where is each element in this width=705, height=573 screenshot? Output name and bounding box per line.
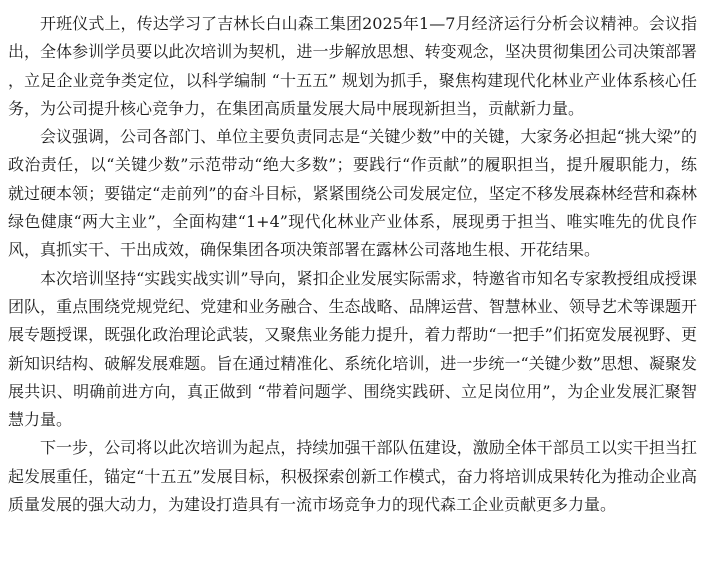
paragraph-training-overview: 本次培训坚持“实践实战实训”导向，紧扣企业发展实际需求，特邀省市知名专家教授组成授课团队，重点围绕党规党纪、党建和业务融合、生态战略、品牌运营、智慧林业、领导艺术等课题开展专题授课，既强化政治理论武装，又聚焦业务能力提升，着力帮助“一把手”们拓宽发展视野、更新知识结构、破解发展难题。旨在通过精准化、系统化培训，进一步统一“关键少数”思想、凝聚发展共识、明确前进方向，真正做到 “带着问题学、围绕实践研、立足岗位用”，为企业发展汇聚智慧力量。 (8, 268, 697, 430)
paragraph-meeting-emphasis: 会议强调，公司各部门、单位主要负责同志是“关键少数”中的关键，大家务必担起“挑大梁”的政治责任，以“关键少数”示范带动“绝大多数”；要践行“作贡献”的履职担当，提升履职能力，练就过硬本领；要锚定“走前列”的奋斗目标，紧紧围绕公司发展定位，坚定不移发展森林经营和森林绿色健康“两大主业”，全面构建“1+4”现代化林业产业体系，展现勇于担当、唯实唯先的优良作风，真抓实干、干出成效，确保集团各项决策部署在露林公司落地生根、开花结果。 (8, 127, 697, 260)
paragraph-next-steps: 下一步，公司将以此次培训为起点，持续加强干部队伍建设，激励全体干部员工以实干担当扛起发展重任，锚定“十五五”发展目标，积极探索创新工作模式，奋力将培训成果转化为推动企业高质量发展的强大动力，为建设打造具有一流市场竞争力的现代森工企业贡献更多力量。 (8, 438, 697, 515)
paragraph-opening-ceremony: 开班仪式上，传达学习了吉林长白山森工集团2025年1—7月经济运行分析会议精神。会议指出，全体参训学员要以此次培训为契机，进一步解放思想、转变观念，坚决贯彻集团公司决策部署，立足企业竞争类定位，以科学编制 “十五五” 规划为抓手，聚焦构建现代化林业产业体系核心任务，为公司提升核心竞争力，在集团高质量发展大局中展现新担当，贡献新力量。 (8, 14, 697, 118)
